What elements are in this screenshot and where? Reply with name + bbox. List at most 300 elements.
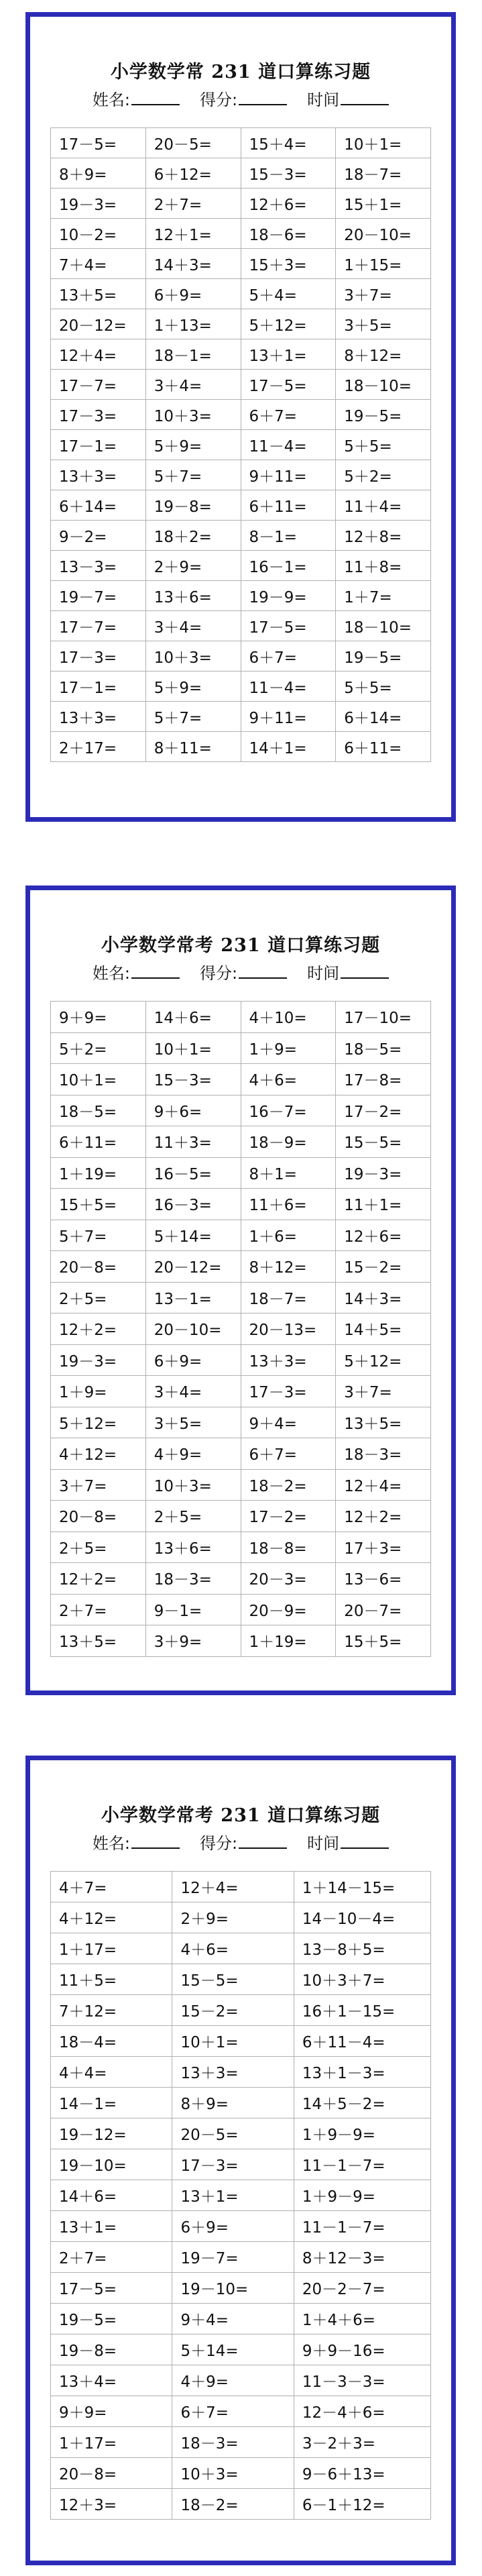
problem-row [51,1501,431,1532]
problem-cell: 12＋6= [241,189,336,219]
problem-cell: 6＋7= [241,641,336,672]
problem-cell: 5＋7= [145,702,241,732]
problem-cell: 9＋11= [241,702,336,732]
problem-cell: 15－3= [145,1064,241,1095]
problem-cell: 6＋12= [145,158,241,189]
problem-cell: 3＋4= [145,370,241,400]
problem-row [51,339,431,370]
name-label: 姓名: [92,91,130,109]
problem-cell: 16－7= [241,1095,336,1126]
problem-cell: 2＋7= [51,2242,172,2273]
problem-cell: 11＋8= [336,551,431,581]
problem-cell: 4＋9= [145,1438,241,1470]
score-label: 得分: [200,964,238,983]
problem-row [51,2273,431,2304]
problem-cell: 6＋7= [241,1438,336,1470]
problem-row [51,1469,431,1501]
problem-row [51,702,431,732]
problem-cell: 11＋5= [51,1964,172,1995]
problem-cell: 2＋17= [51,732,146,762]
problem-cell: 2＋5= [51,1532,146,1563]
problem-cell: 2＋9= [145,551,241,581]
problem-cell: 15＋5= [51,1189,146,1220]
problem-cell: 10＋1= [51,1064,146,1095]
time-blank[interactable] [341,89,389,105]
problem-cell: 10＋3= [145,400,241,430]
problem-cell: 18－9= [241,1126,336,1158]
problem-cell: 8＋11= [145,732,241,762]
problem-cell: 12＋4= [51,339,146,370]
problem-cell: 19－3= [336,1157,431,1189]
problem-cell: 10＋1= [336,128,431,158]
problem-cell: 3＋4= [145,1376,241,1407]
score-label: 得分: [200,1834,238,1853]
problem-cell: 15－5= [172,1964,294,1995]
problem-cell: 13＋5= [336,1407,431,1438]
problem-cell: 10＋3＋7= [294,1964,430,1995]
problem-cell: 18－8= [241,1532,336,1563]
worksheet-1 [25,12,456,822]
problem-cell: 3＋9= [145,1625,241,1657]
problem-row [51,1126,431,1158]
time-blank[interactable] [341,1833,389,1849]
problem-cell: 9＋4= [241,1407,336,1438]
problem-cell: 4＋7= [51,1872,172,1902]
problem-cell: 6＋11= [336,732,431,762]
problem-cell: 15－2= [172,1995,294,2026]
problem-row [51,490,431,521]
problem-cell: 6＋11－4= [294,2026,430,2057]
problem-cell: 19－8= [51,2334,172,2365]
problem-cell: 20－12= [51,309,146,339]
problem-cell: 15＋1= [336,189,431,219]
problem-row [51,1902,431,1933]
problem-row [51,1933,431,1964]
problem-cell: 20－8= [51,2458,172,2489]
problem-row [51,1344,431,1376]
problem-row [51,400,431,430]
problem-cell: 4＋4= [51,2057,172,2088]
problem-cell: 16＋1－15= [294,1995,430,2026]
problem-cell: 17－10= [336,1002,431,1033]
problem-cell: 3＋7= [336,1376,431,1407]
problem-cell: 11－1－7= [294,2149,430,2180]
problem-cell: 12＋6= [336,1220,431,1251]
problem-cell: 14＋1= [241,732,336,762]
problem-cell: 13＋3= [241,1344,336,1376]
problem-cell: 12＋2= [51,1563,146,1595]
problem-cell: 6＋14= [51,490,146,521]
problem-cell: 16－5= [145,1157,241,1189]
problem-row [51,158,431,189]
problem-row [51,2334,431,2365]
problem-cell: 17－3= [241,1376,336,1407]
student-info-line [30,1830,451,1854]
problem-cell: 11－4= [241,672,336,702]
problem-cell: 19－10= [172,2273,294,2304]
problem-cell: 18－1= [145,339,241,370]
problem-cell: 5＋9= [145,430,241,460]
problem-cell: 18－5= [51,1095,146,1126]
problem-cell: 13＋3= [172,2057,294,2088]
problem-cell: 11＋3= [145,1126,241,1158]
problem-row [51,1376,431,1407]
problem-cell: 11－3－3= [294,2365,430,2396]
problem-row [51,1313,431,1345]
problem-cell: 11－1－7= [294,2211,430,2242]
problem-cell: 4＋6= [172,1933,294,1964]
problem-cell: 14＋3= [336,1282,431,1313]
name-blank[interactable] [131,1833,180,1849]
problem-cell: 12＋4= [336,1469,431,1501]
problem-cell: 8＋12= [336,339,431,370]
problem-cell: 18－3= [145,1563,241,1595]
problem-cell: 16－1= [241,551,336,581]
problem-cell: 20－3= [241,1563,336,1595]
problem-cell: 18－3= [336,1438,431,1470]
problem-cell: 8＋9= [172,2088,294,2118]
problem-cell: 10－2= [51,219,146,249]
problem-cell: 13＋5= [51,1625,146,1657]
worksheet-title: 小学数学常考 231 道口算练习题 [101,935,381,956]
problem-cell: 13＋1－3= [294,2057,430,2088]
problem-cell: 18－2= [172,2489,294,2520]
problem-row [51,2088,431,2118]
problem-cell: 11＋4= [336,490,431,521]
problem-cell: 18－6= [241,219,336,249]
problem-cell: 12＋8= [336,521,431,551]
problem-row [51,2458,431,2489]
problem-row [51,581,431,611]
problem-cell: 9－6＋13= [294,2458,430,2489]
problem-cell: 12＋2= [336,1501,431,1532]
problem-cell: 5＋12= [241,309,336,339]
problem-cell: 18＋2= [145,521,241,551]
problem-cell: 17－1= [51,672,146,702]
problem-row [51,611,431,641]
problem-cell: 13＋4= [51,2365,172,2396]
problem-cell: 18－5= [336,1032,431,1064]
problem-row [51,2489,431,2520]
problem-cell: 2＋5= [145,1501,241,1532]
problem-cell: 5＋12= [336,1344,431,1376]
name-blank[interactable] [131,963,180,979]
problem-cell: 5＋2= [51,1032,146,1064]
problem-cell: 6＋11= [241,490,336,521]
problem-cell: 19－3= [51,1344,146,1376]
problem-cell: 9＋6= [145,1095,241,1126]
problem-cell: 13－8＋5= [294,1933,430,1964]
problem-cell: 13＋5= [51,279,146,309]
problem-row [51,1157,431,1189]
problem-row [51,460,431,490]
problem-row [51,2365,431,2396]
problem-cell: 3＋7= [51,1469,146,1501]
problem-cell: 8＋1= [241,1157,336,1189]
problem-cell: 4＋9= [172,2365,294,2396]
problem-cell: 20－8= [51,1251,146,1283]
worksheet-2 [25,885,456,1695]
problem-cell: 15＋3= [241,249,336,279]
problem-cell: 16－3= [145,1189,241,1220]
problem-cell: 9－1= [145,1594,241,1625]
problem-cell: 17－5= [51,128,146,158]
problem-cell: 1＋7= [336,581,431,611]
problem-row [51,1064,431,1095]
problem-cell: 7＋12= [51,1995,172,2026]
problem-row [51,1282,431,1313]
problem-cell: 5＋5= [336,430,431,460]
problem-cell: 19－5= [336,400,431,430]
problem-cell: 14＋6= [51,2180,172,2211]
problem-cell: 13－1= [145,1282,241,1313]
problem-cell: 17－7= [51,611,146,641]
problem-cell: 8＋12= [241,1251,336,1283]
problem-cell: 1＋13= [145,309,241,339]
problem-cell: 2＋7= [51,1594,146,1625]
problem-cell: 17－3= [172,2149,294,2180]
problem-cell: 13＋3= [51,460,146,490]
worksheet-3 [25,1756,456,2565]
problem-cell: 10＋3= [172,2458,294,2489]
problem-cell: 6＋14= [336,702,431,732]
problem-cell: 19－10= [51,2149,172,2180]
problem-cell: 14＋3= [145,249,241,279]
problem-cell: 19－3= [51,189,146,219]
problem-cell: 13＋6= [145,1532,241,1563]
problem-cell: 9＋9= [51,2396,172,2427]
problem-cell: 4＋6= [241,1064,336,1095]
problem-cell: 1＋9= [51,1376,146,1407]
problem-cell: 13＋1= [51,2211,172,2242]
problem-row [51,1964,431,1995]
problem-row [51,189,431,219]
problem-cell: 12＋4= [172,1872,294,1902]
problem-row [51,1594,431,1625]
problem-row [51,2427,431,2458]
problem-row [51,219,431,249]
time-label: 时间 [307,1834,340,1853]
problem-cell: 19－5= [336,641,431,672]
problem-cell: 1＋9－9= [294,2180,430,2211]
problem-cell: 17－3= [51,400,146,430]
problem-cell: 14＋5= [336,1313,431,1345]
problem-cell: 18－10= [336,611,431,641]
problem-cell: 1＋15= [336,249,431,279]
problem-cell: 1＋19= [51,1157,146,1189]
problem-cell: 19－12= [51,2118,172,2149]
problem-row [51,309,431,339]
problem-row [51,2026,431,2057]
problem-cell: 18－2= [241,1469,336,1501]
problem-cell: 1＋6= [241,1220,336,1251]
problem-cell: 3＋4= [145,611,241,641]
problem-cell: 5＋14= [145,1220,241,1251]
problem-table [50,1871,431,2520]
problem-cell: 11＋6= [241,1189,336,1220]
problem-row [51,2396,431,2427]
problem-cell: 6＋9= [145,1344,241,1376]
problem-row [51,2242,431,2273]
problem-row [51,1872,431,1902]
problem-row [51,732,431,762]
problem-cell: 14－1= [51,2088,172,2118]
problem-cell: 3＋5= [336,309,431,339]
problem-cell: 19－9= [241,581,336,611]
problem-cell: 14＋5－2= [294,2088,430,2118]
problem-row [51,370,431,400]
problem-cell: 17－7= [51,370,146,400]
problem-row [51,128,431,158]
problem-cell: 13－3= [51,551,146,581]
problem-cell: 6＋7= [241,400,336,430]
problem-cell: 12＋3= [51,2489,172,2520]
problem-cell: 3＋7= [336,279,431,309]
problem-cell: 11－4= [241,430,336,460]
problem-cell: 9＋9= [51,1002,146,1033]
problem-cell: 18－7= [336,158,431,189]
problem-cell: 5＋7= [145,460,241,490]
problem-cell: 1＋9－9= [294,2118,430,2149]
problem-cell: 10＋3= [145,1469,241,1501]
problem-cell: 6＋9= [145,279,241,309]
problem-row [51,2118,431,2149]
problem-row [51,1220,431,1251]
problem-cell: 19－5= [51,2304,172,2334]
problem-cell: 20－10= [336,219,431,249]
problem-cell: 5＋2= [336,460,431,490]
problem-cell: 15－3= [241,158,336,189]
problem-cell: 20－7= [336,1594,431,1625]
problem-row [51,551,431,581]
student-info-line [30,960,451,983]
problem-cell: 13＋1= [172,2180,294,2211]
problem-cell: 2＋9= [172,1902,294,1933]
problem-cell: 5＋7= [51,1220,146,1251]
problem-cell: 12－4＋6= [294,2396,430,2427]
problem-cell: 9＋11= [241,460,336,490]
time-label: 时间 [307,964,340,983]
problem-table [50,127,431,762]
problem-cell: 20－5= [145,128,241,158]
problem-row [51,1032,431,1064]
problem-cell: 5＋9= [145,672,241,702]
problem-cell: 10＋1= [172,2026,294,2057]
problem-cell: 1＋14－15= [294,1872,430,1902]
problem-cell: 19－7= [172,2242,294,2273]
problem-row [51,2149,431,2180]
problem-cell: 13＋1= [241,339,336,370]
problem-cell: 17－5= [241,611,336,641]
problem-cell: 19－8= [145,490,241,521]
problem-cell: 11＋1= [336,1189,431,1220]
problem-row [51,2180,431,2211]
problem-row [51,279,431,309]
problem-cell: 15＋4= [241,128,336,158]
problem-cell: 10＋1= [145,1032,241,1064]
problem-row [51,521,431,551]
problem-cell: 12＋1= [145,219,241,249]
problem-cell: 18－10= [336,370,431,400]
problem-cell: 5＋14= [172,2334,294,2365]
problem-cell: 8＋9= [51,158,146,189]
time-blank[interactable] [341,963,389,979]
score-blank[interactable] [239,89,287,105]
problem-cell: 1＋9= [241,1032,336,1064]
problem-cell: 15－2= [336,1251,431,1283]
problem-cell: 15－5= [336,1126,431,1158]
problem-cell: 4＋12= [51,1438,146,1470]
problem-cell: 17＋3= [336,1532,431,1563]
worksheet-title: 小学数学常考 231 道口算练习题 [101,1805,381,1826]
problem-cell: 2＋5= [51,1282,146,1313]
name-label: 姓名: [92,1834,130,1853]
problem-cell: 1＋19= [241,1625,336,1657]
problem-cell: 20－10= [145,1313,241,1345]
problem-cell: 18－4= [51,2026,172,2057]
problem-cell: 9－2= [51,521,146,551]
problem-cell: 20－9= [241,1594,336,1625]
problem-row [51,430,431,460]
score-blank[interactable] [239,963,287,979]
problem-row [51,672,431,702]
problem-row [51,1438,431,1470]
problem-row [51,1625,431,1657]
problem-cell: 3－2＋3= [294,2427,430,2458]
score-label: 得分: [200,91,238,109]
problem-cell: 6＋11= [51,1126,146,1158]
problem-cell: 8＋12－3= [294,2242,430,2273]
name-blank[interactable] [131,89,180,105]
problem-cell: 13＋3= [51,702,146,732]
problem-cell: 2＋7= [145,189,241,219]
problem-cell: 5＋4= [241,279,336,309]
problem-row [51,1407,431,1438]
problem-row [51,1095,431,1126]
problem-cell: 10＋3= [145,641,241,672]
problem-cell: 7＋4= [51,249,146,279]
problem-cell: 13＋6= [145,581,241,611]
problem-cell: 14＋6= [145,1002,241,1033]
problem-cell: 3＋5= [145,1407,241,1438]
problem-row [51,1189,431,1220]
problem-cell: 8－1= [241,521,336,551]
problem-cell: 20－2－7= [294,2273,430,2304]
problem-table [50,1001,431,1657]
problem-cell: 14－10－4= [294,1902,430,1933]
problem-row [51,2057,431,2088]
problem-cell: 17－2= [336,1095,431,1126]
student-info-line [30,87,451,110]
problem-cell: 19－7= [51,581,146,611]
problem-cell: 18－7= [241,1282,336,1313]
problem-row [51,1995,431,2026]
problem-cell: 18－3= [172,2427,294,2458]
problem-row [51,1251,431,1283]
score-blank[interactable] [239,1833,287,1849]
name-label: 姓名: [92,964,130,983]
problem-row [51,641,431,672]
problem-cell: 1＋17= [51,1933,172,1964]
problem-cell: 5＋12= [51,1407,146,1438]
problem-row [51,1002,431,1033]
problem-cell: 17－1= [51,430,146,460]
problem-cell: 15＋5= [336,1625,431,1657]
problem-cell: 6－1＋12= [294,2489,430,2520]
problem-cell: 4＋10= [241,1002,336,1033]
problem-cell: 20－5= [172,2118,294,2149]
problem-cell: 12＋2= [51,1313,146,1345]
